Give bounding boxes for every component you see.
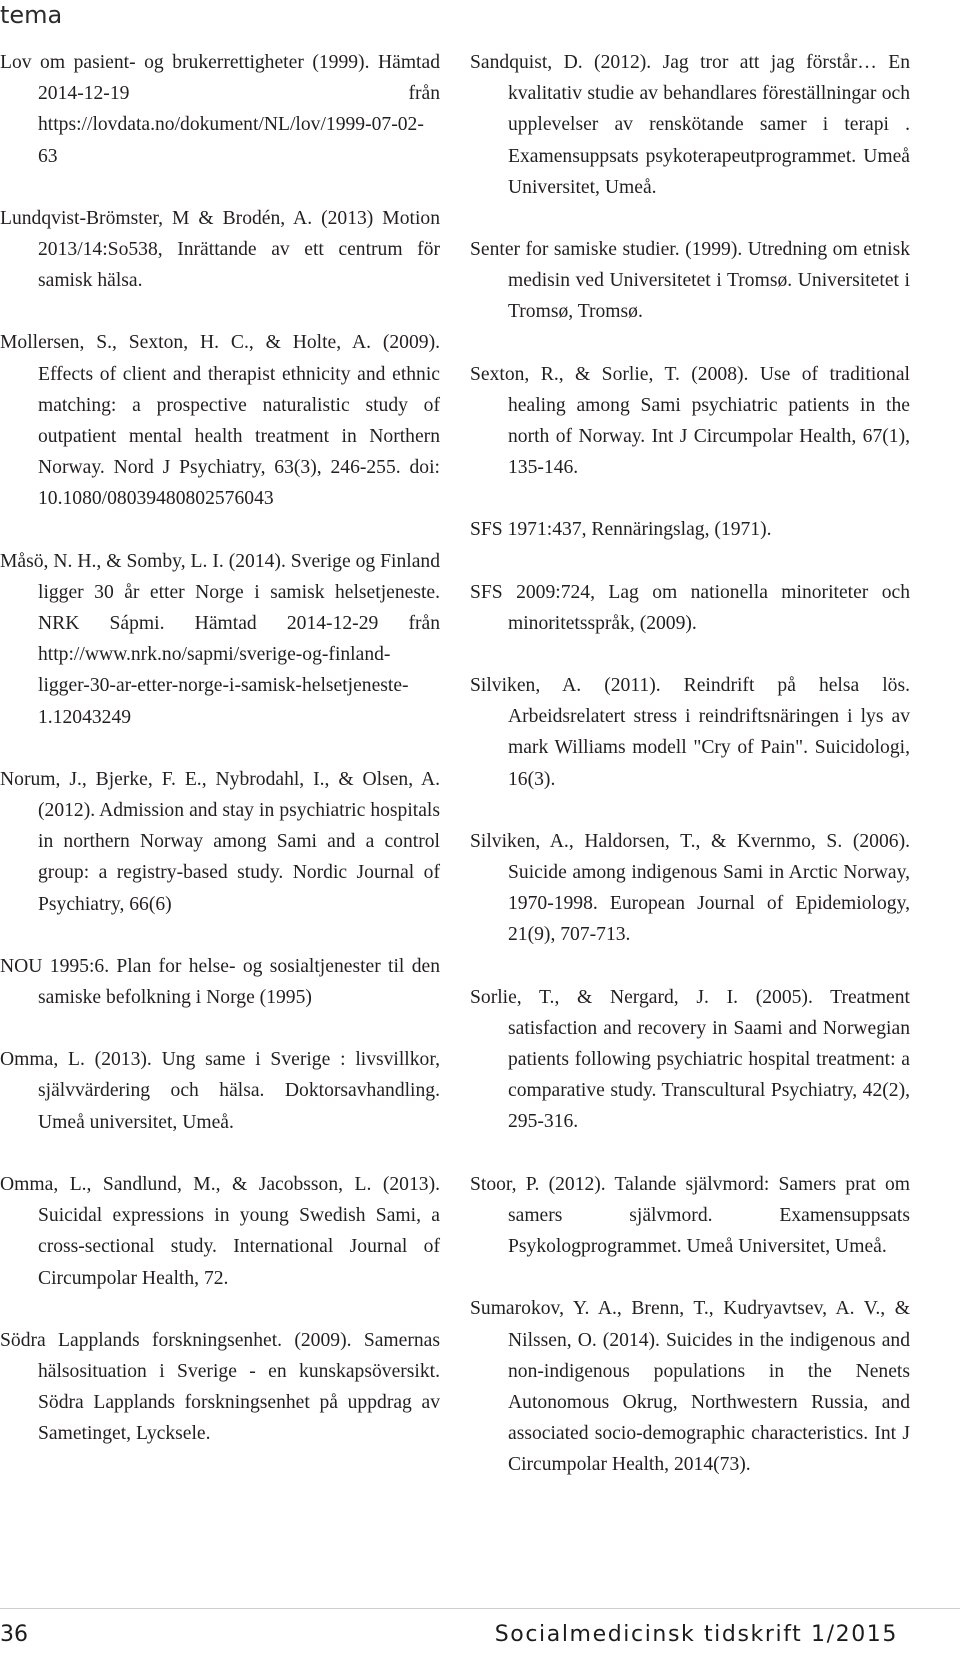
reference-entry: SFS 1971:437, Rennäringslag, (1971). bbox=[470, 519, 772, 541]
reference-entry: Mollersen, S., Sexton, H. C., & Holte, A. (2009). Effects of client and therapist ethnicity and ethnic matching: a prospective naturalistic study of outpatient mental health treatment in Northern Norway. Nord J Psychiatry, 63(3), 246-255. doi: 10.1080/08039480802576043 bbox=[0, 332, 440, 510]
footer-divider bbox=[0, 1608, 960, 1609]
reference-entry: Sumarokov, Y. A., Brenn, T., Kudryavtsev, A. V., & Nilssen, O. (2014). Suicides in the indigenous and non-indigenous populations in the Nenets Autonomous Okrug, Northwestern Russia, and associated socio-demographic characteristics. Int J Circumpolar Health, 2014(73). bbox=[470, 1298, 910, 1476]
reference-entry: Lundqvist-Brömster, M & Brodén, A. (2013) Motion 2013/14:So538, Inrättande av ett centrum för samisk hälsa. bbox=[0, 207, 440, 292]
section-label: tema bbox=[0, 1, 63, 29]
reference-entry: Silviken, A. (2011). Reindrift på helsa lös. Arbeidsrelatert stress i reindriftsnäringen i lys av mark Williams modell "Cry of Pain". Suicidologi, 16(3). bbox=[470, 675, 910, 790]
reference-column-right bbox=[470, 47, 910, 1512]
reference-entry: SFS 2009:724, Lag om nationella minoriteter och minoritetsspråk, (2009). bbox=[470, 581, 910, 634]
reference-entry: Omma, L. (2013). Ung same i Sverige : livsvillkor, självvärdering och hälsa. Doktorsavhandling. Umeå universitet, Umeå. bbox=[0, 1049, 440, 1133]
reference-entry: Sandquist, D. (2012). Jag tror att jag förstår… En kvalitativ studie av behandlares föreställningar och upplevelser av renskötande samer i terapi . Examensuppsats psykoterapeutprogrammet. Umeå Universitet, Umeå. bbox=[470, 52, 910, 198]
reference-entry: Södra Lapplands forskningsenhet. (2009). Samernas hälsosituation i Sverige - en kunskapsöversikt. Södra Lapplands forskningsenhet på uppdrag av Sametinget, Lycksele. bbox=[0, 1329, 440, 1445]
reference-entry: NOU 1995:6. Plan for helse- og sosialtjenester til den samiske befolkning i Norge (1995) bbox=[0, 955, 440, 1009]
reference-entry: Sorlie, T., & Nergard, J. I. (2005). Treatment satisfaction and recovery in Saami and Norwegian patients following psychiatric hospital treatment: a comparative study. Transcultural Psychiatry, 42(2), 295-316. bbox=[470, 986, 910, 1133]
reference-entry: Omma, L., Sandlund, M., & Jacobsson, L. (2013). Suicidal expressions in young Swedish Sami, a cross-sectional study. International Journal of Circumpolar Health, 72. bbox=[0, 1173, 440, 1289]
reference-entry: Måsö, N. H., & Somby, L. I. (2014). Sverige og Finland ligger 30 år etter Norge i samisk helsetjeneste. NRK Sápmi. Hämtad 2014-12-29 från http://www.nrk.no/sapmi/sverige-og-finland-ligger-30-ar-etter-norge-i-samisk-helsetjeneste-1.12043249 bbox=[0, 550, 440, 728]
reference-entry: Lov om pasient- og brukerrettigheter (1999). Hämtad 2014-12-19 från https://lovdata.no/dokument/NL/lov/1999-07-02-63 bbox=[0, 52, 440, 167]
journal-name: Socialmedicinsk tidskrift 1/2015 bbox=[494, 1622, 898, 1647]
reference-entry: Senter for samiske studier. (1999). Utredning om etnisk medisin ved Universitetet i Tromsø. Universitetet i Tromsø, Tromsø. bbox=[470, 239, 910, 323]
page-number: 36 bbox=[0, 1622, 28, 1647]
reference-entry: Stoor, P. (2012). Talande självmord: Samers prat om samers självmord. Examensuppsats Psykologprogrammet. Umeå Universitet, Umeå. bbox=[470, 1173, 910, 1258]
reference-entry: Silviken, A., Haldorsen, T., & Kvernmo, S. (2006). Suicide among indigenous Sami in Arctic Norway, 1970-1998. European Journal of Epidemiology, 21(9), 707-713. bbox=[470, 830, 910, 946]
reference-entry: Norum, J., Bjerke, F. E., Nybrodahl, I., & Olsen, A. (2012). Admission and stay in psychiatric hospitals in northern Norway among Sami and a control group: a registry-based study. Nordic Journal of Psychiatry, 66(6) bbox=[0, 768, 440, 915]
reference-entry: Sexton, R., & Sorlie, T. (2008). Use of traditional healing among Sami psychiatric patients in the north of Norway. Int J Circumpolar Health, 67(1), 135-146. bbox=[470, 363, 910, 479]
reference-column-left bbox=[0, 47, 440, 1481]
